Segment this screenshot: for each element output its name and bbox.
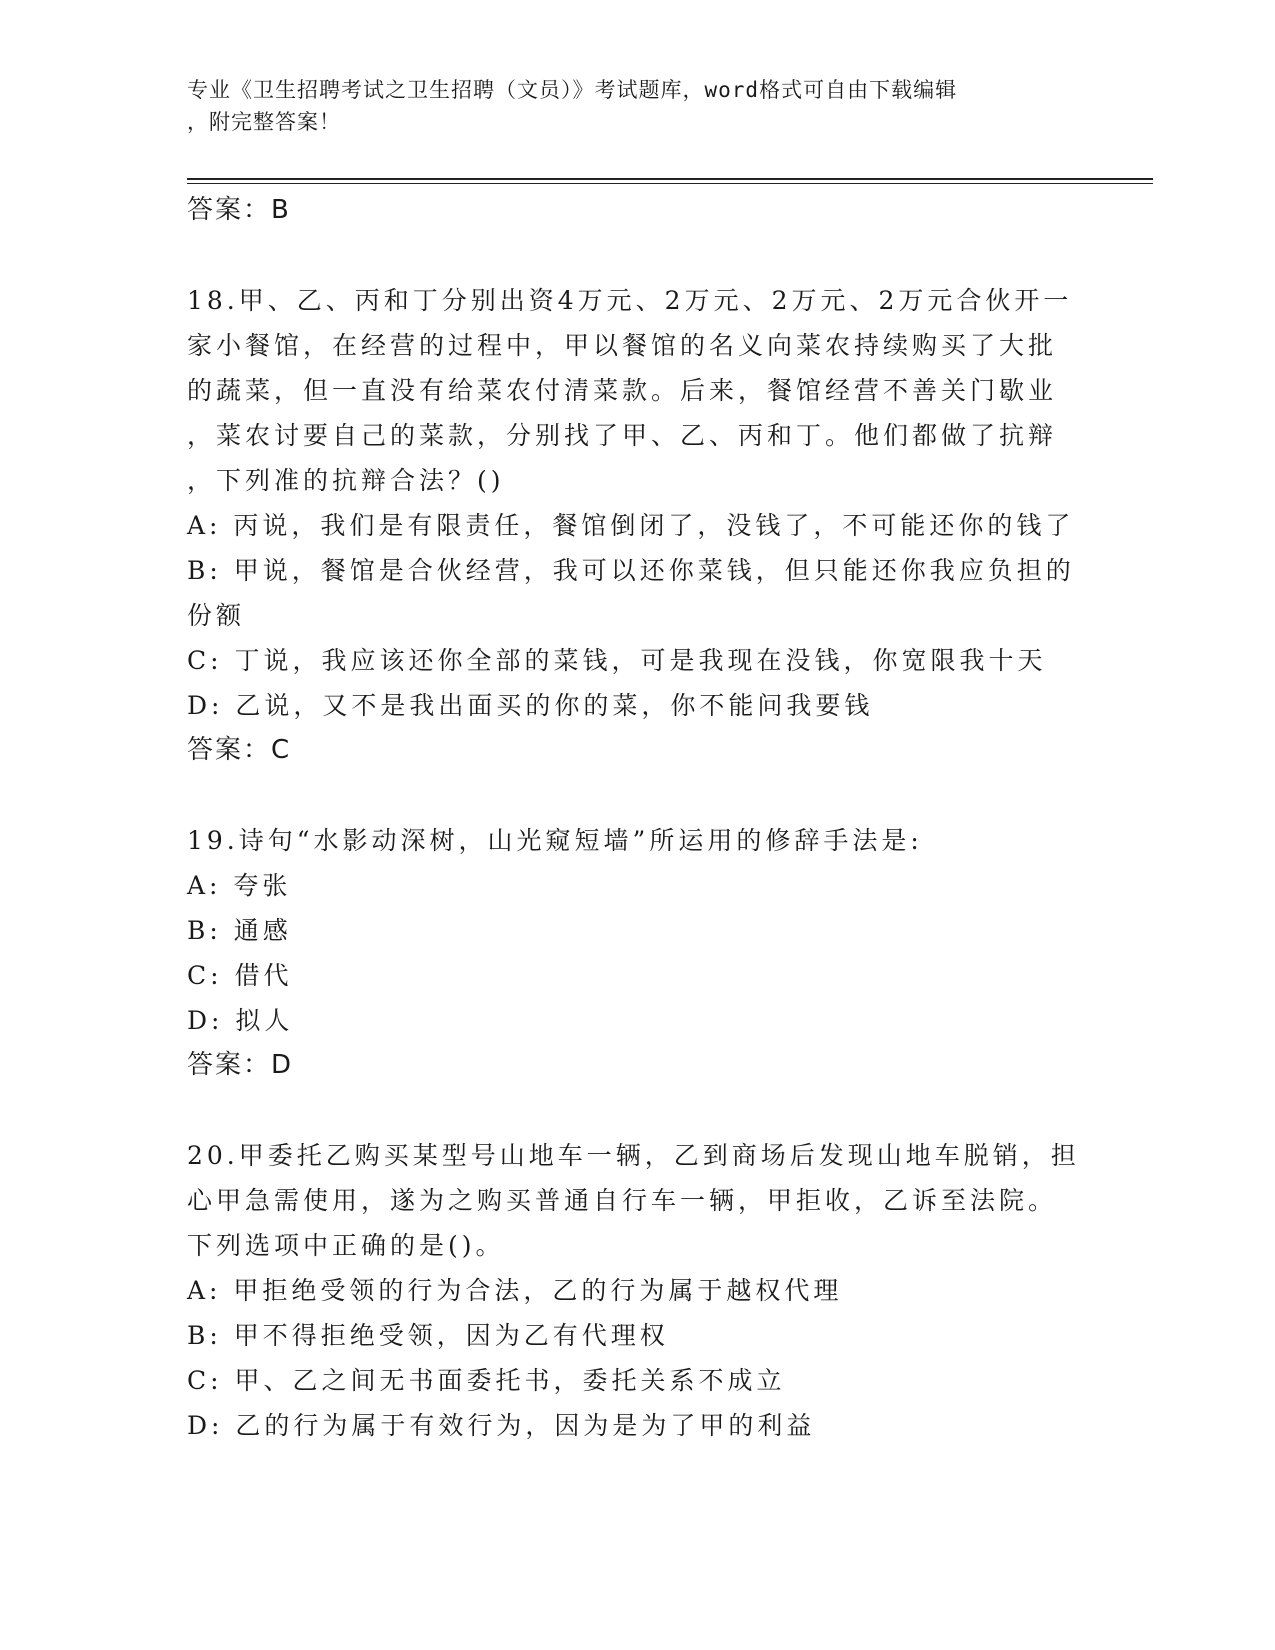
question-18-line-1: 18.甲、乙、丙和丁分别出资4万元、2万元、2万元、2万元合伙开一 [187, 286, 1073, 315]
question-20-line-2: 心甲急需使用，遂为之购买普通自行车一辆，甲拒收，乙诉至法院。 [187, 1186, 1058, 1215]
question-18 [187, 278, 1087, 773]
question-18-line-3: 的蔬菜，但一直没有给菜农付清菜款。后来，餐馆经营不善关门歇业 [187, 376, 1058, 405]
spacer [187, 773, 1087, 818]
spacer [187, 233, 1087, 278]
question-19-option-b: B: 通感 [187, 916, 292, 945]
spacer [187, 1088, 1087, 1133]
question-20-option-d: D: 乙的行为属于有效行为，因为是为了甲的利益 [187, 1411, 816, 1440]
question-18-line-2: 家小餐馆，在经营的过程中，甲以餐馆的名义向菜农持续购买了大批 [187, 331, 1058, 360]
answer-18: 答案：C [187, 735, 292, 765]
header-line-2: ，附完整答案！ [187, 110, 341, 134]
header-divider-thin [187, 183, 1153, 184]
question-20-option-b: B: 甲不得拒绝受领，因为乙有代理权 [187, 1321, 669, 1350]
answer-17: 答案：B [187, 195, 291, 225]
header-line-1: 专业《卫生招聘考试之卫生招聘（文员）》考试题库，word格式可自由下载编辑 [187, 78, 958, 102]
header-divider-thick [187, 178, 1153, 180]
question-18-option-d: D: 乙说，又不是我出面买的你的菜，你不能问我要钱 [187, 691, 874, 720]
question-20-option-a: A: 甲拒绝受领的行为合法，乙的行为属于越权代理 [187, 1276, 843, 1305]
question-18-option-a: A: 丙说，我们是有限责任，餐馆倒闭了，没钱了，不可能还你的钱了 [187, 511, 1075, 540]
question-19-option-c: C: 借代 [187, 961, 293, 990]
question-19 [187, 818, 1087, 1088]
question-18-line-5: ，下列准的抗辩合法？() [187, 466, 505, 495]
question-20-option-c: C: 甲、乙之间无书面委托书，委托关系不成立 [187, 1366, 786, 1395]
question-20-line-1: 20.甲委托乙购买某型号山地车一辆，乙到商场后发现山地车脱销，担 [187, 1141, 1080, 1170]
question-18-option-b: B: 甲说，餐馆是合伙经营，我可以还你菜钱，但只能还你我应负担的 [187, 556, 1075, 585]
question-19-option-d: D: 拟人 [187, 1006, 294, 1035]
answer-19: 答案：D [187, 1050, 294, 1080]
question-20 [187, 1133, 1087, 1448]
question-18-option-b-cont: 份额 [187, 601, 246, 630]
question-content [187, 188, 1087, 1448]
question-20-line-3: 下列选项中正确的是()。 [187, 1231, 505, 1260]
question-19-line-1: 19.诗句“水影动深树，山光窥短墙”所运用的修辞手法是: [187, 826, 923, 855]
question-18-line-4: ，菜农讨要自己的菜款，分别找了甲、乙、丙和丁。他们都做了抗辩 [187, 421, 1058, 450]
question-19-option-a: A: 夸张 [187, 871, 292, 900]
page-header [187, 74, 1087, 138]
question-18-option-c: C: 丁说，我应该还你全部的菜钱，可是我现在没钱，你宽限我十天 [187, 646, 1047, 675]
